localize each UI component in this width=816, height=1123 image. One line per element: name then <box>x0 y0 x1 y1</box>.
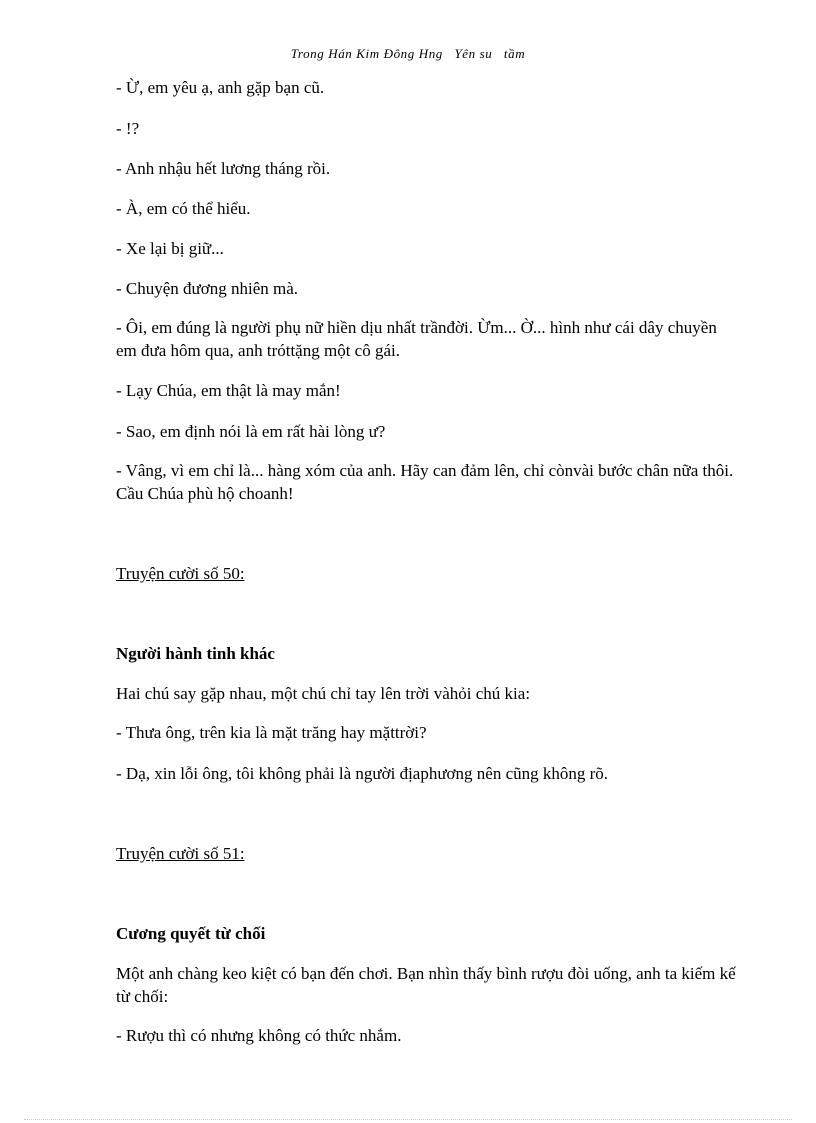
story-51-line-1: Một anh chàng keo kiệt có bạn đến chơi. Bạn nhìn thấy bình rượu đòi uống, anh ta kiếm kế từ chối: <box>116 964 736 1006</box>
dialogue-line-10: - Vâng, vì em chỉ là... hàng xóm của anh. Hãy can đảm lên, chỉ cònvài bước chân nữa thôi. Cầu Chúa phù hộ choanh! <box>116 461 734 503</box>
dialogue-line-9: - Sao, em định nói là em rất hài lòng ư? <box>116 422 386 441</box>
story-50-line-2: - Thưa ông, trên kia là mặt trăng hay mặttrời? <box>116 723 427 742</box>
dialogue-line-1: - Ừ, em yêu ạ, anh gặp bạn cũ. <box>116 78 325 97</box>
dialogue-line-4: - À, em có thể hiểu. <box>116 199 251 218</box>
story-51-number: Truyện cười số 51: <box>116 844 245 863</box>
dialogue-line-2: - !? <box>116 119 140 138</box>
story-50-number: Truyện cười số 50: <box>116 564 245 583</box>
dialogue-line-8: - Lạy Chúa, em thật là may mắn! <box>116 381 341 400</box>
story-50-line-3: - Dạ, xin lỗi ông, tôi không phải là người địaphương nên cũng không rõ. <box>116 764 609 783</box>
dialogue-line-7: - Ôi, em đúng là người phụ nữ hiền dịu nhất trầnđời. Ừm... Ờ... hình như cái dây chuyền em đưa hôm qua, anh tróttặng một cô gái. <box>116 318 717 360</box>
page-header: Trong Hán Kim Đông Hng Yên su tầm <box>290 46 526 61</box>
page-bottom-divider <box>24 1119 792 1120</box>
dialogue-line-5: - Xe lại bị giữ... <box>116 239 224 258</box>
story-50-line-1: Hai chú say gặp nhau, một chú chỉ tay lên trời vàhỏi chú kia: <box>116 684 531 703</box>
dialogue-line-6: - Chuyện đương nhiên mà. <box>116 279 299 298</box>
story-50-title: Người hành tinh khác <box>116 644 275 663</box>
story-51-title: Cương quyết từ chối <box>116 924 266 943</box>
dialogue-line-3: - Anh nhậu hết lương tháng rồi. <box>116 159 331 178</box>
story-51-line-2: - Rượu thì có nhưng không có thức nhắm. <box>116 1026 402 1045</box>
